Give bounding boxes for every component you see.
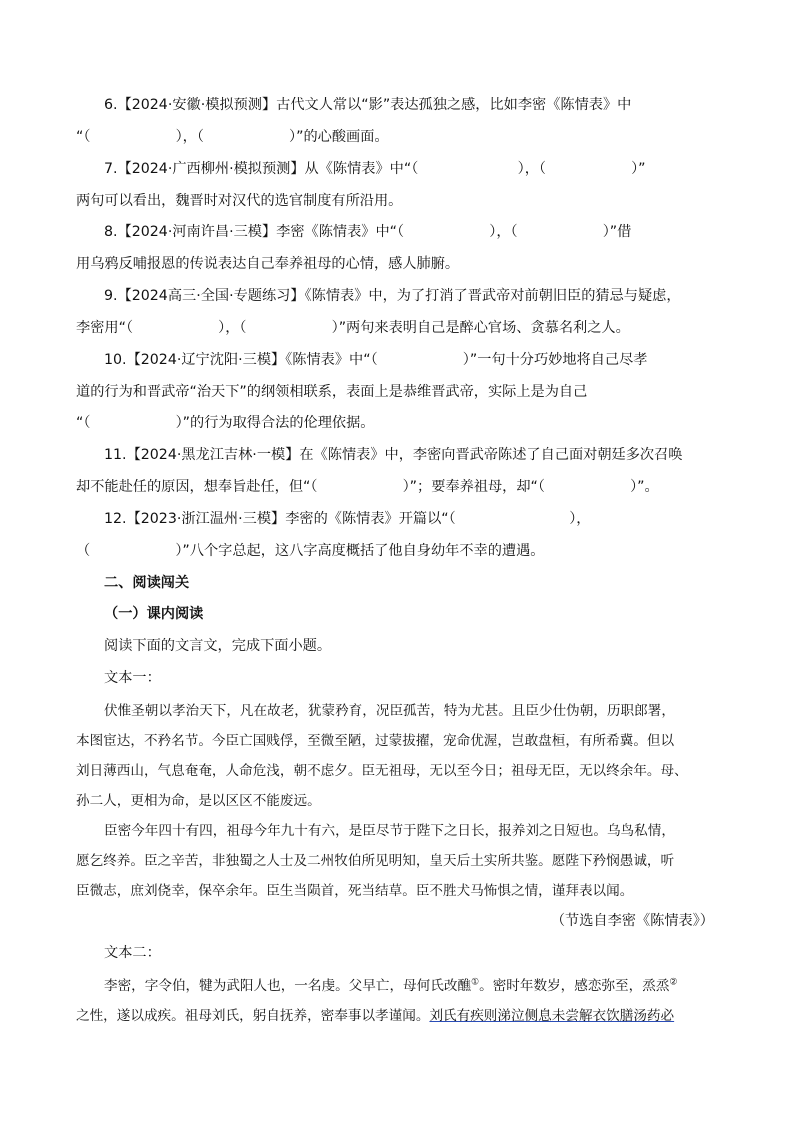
text-one-line-6: 愿乞终养。臣之辛苦，非独蜀之人士及二州牧伯所见明知，皇天后土实所共鉴。愿陛下矜悯愚诚，听 (76, 853, 675, 869)
question-10-line-1: 10.【2024·辽宁沈阳·三模】《陈情表》中“（ ）”一句十分巧妙地将自己尽孝 (104, 352, 648, 368)
reading-instruction: 阅读下面的文言文，完成下面小题。 (104, 638, 332, 654)
question-12-line-2: （ ）”八个字总起，这八字高度概括了他自身幼年不幸的遭遇。 (76, 543, 545, 559)
question-9-line-2: 李密用“（ ），（ ）”两句来表明自己是醉心官场、贪慕名利之人。 (76, 320, 630, 336)
question-10-line-3: “（ ）”的行为取得合法的伦理依据。 (76, 415, 375, 431)
footnote-1-marker: ① (471, 977, 480, 988)
text-two-underlined-passage: 刘氏有疾则涕泣侧息未尝解衣饮膳汤药必 (429, 1008, 675, 1024)
subsection-title: （一）课内阅读 (104, 606, 204, 622)
question-12-line-1: 12.【2023·浙江温州·三模】李密的《陈情表》开篇以“（ ）， (104, 511, 591, 527)
question-10-line-2: 道的行为和晋武帝“治天下”的纲领相联系，表面上是恭维晋武帝，实际上是为自己 (76, 384, 588, 400)
text-two-line-2 (76, 1007, 736, 1025)
question-7-line-1: 7.【2024·广西柳州·模拟预测】从《陈情表》中“（ ），（ ）” (104, 161, 646, 177)
footnote-2-marker: ② (669, 977, 678, 988)
text-two-line-1 (104, 977, 736, 995)
text-two-line-2-a: 之性，遂以成疾。祖母刘氏，躬自抚养，密奉事以孝谨闻。 (76, 1008, 430, 1024)
text-two-line-1-a: 李密，字令伯，犍为武阳人也，一名虔。父早亡，母何氏改醮 (104, 978, 472, 994)
text-one-line-2: 本图宦达，不矜名节。今臣亡国贱俘，至微至陋，过蒙拔擢，宠命优渥，岂敢盘桓，有所希冀。但以 (76, 733, 675, 749)
question-11-line-1: 11.【2024·黑龙江吉林·一模】在《陈情表》中，李密向晋武帝陈述了自己面对朝廷多次召唤 (104, 447, 683, 463)
text-two-label: 文本二： (104, 945, 161, 961)
text-one-line-4: 孙二人，更相为命，是以区区不能废远。 (76, 793, 321, 809)
text-one-line-1: 伏惟圣朝以孝治天下，凡在故老，犹蒙矜育，况臣孤苦，特为尤甚。且臣少仕伪朝，历职郎署， (104, 703, 675, 719)
question-11-line-2: 却不能赴任的原因，想奉旨赴任，但“（ ）”；要奉养祖母，却“（ ）”。 (76, 479, 659, 495)
question-7-line-2: 两句可以看出，魏晋时对汉代的选官制度有所沿用。 (76, 193, 403, 209)
text-one-line-7: 臣微志，庶刘侥幸，保卒余年。臣生当陨首，死当结草。臣不胜犬马怖惧之情，谨拜表以闻。 (76, 883, 634, 899)
section-title: 二、阅读闯关 (104, 575, 190, 591)
question-6-line-2: “（ ），（ ）”的心酸画面。 (76, 129, 389, 145)
question-6-line-1: 6.【2024·安徽·模拟预测】古代文人常以“影”表达孤独之感，比如李密《陈情表》中 (104, 97, 632, 113)
text-one-line-3: 刘日薄西山，气息奄奄，人命危浅，朝不虑夕。臣无祖母，无以至今日；祖母无臣，无以终余年。母、 (76, 763, 688, 779)
text-one-line-5: 臣密今年四十有四，祖母今年九十有六，是臣尽节于陛下之日长，报养刘之日短也。乌鸟私情， (104, 823, 675, 839)
question-8-line-1: 8.【2024·河南许昌·三模】李密《陈情表》中“（ ），（ ）”借 (104, 224, 632, 240)
text-two-line-1-b: 。密时年数岁，感恋弥至，烝烝 (479, 978, 670, 994)
question-8-line-2: 用乌鸦反哺报恩的传说表达自己奉养祖母的心情，感人肺腑。 (76, 256, 460, 272)
text-one-label: 文本一： (104, 670, 161, 686)
question-9-line-1: 9.【2024高三·全国·专题练习】《陈情表》中，为了打消了晋武帝对前朝旧臣的猜忌与疑虑， (104, 288, 681, 304)
text-one-source: （节选自李密《陈情表》） (550, 913, 714, 929)
